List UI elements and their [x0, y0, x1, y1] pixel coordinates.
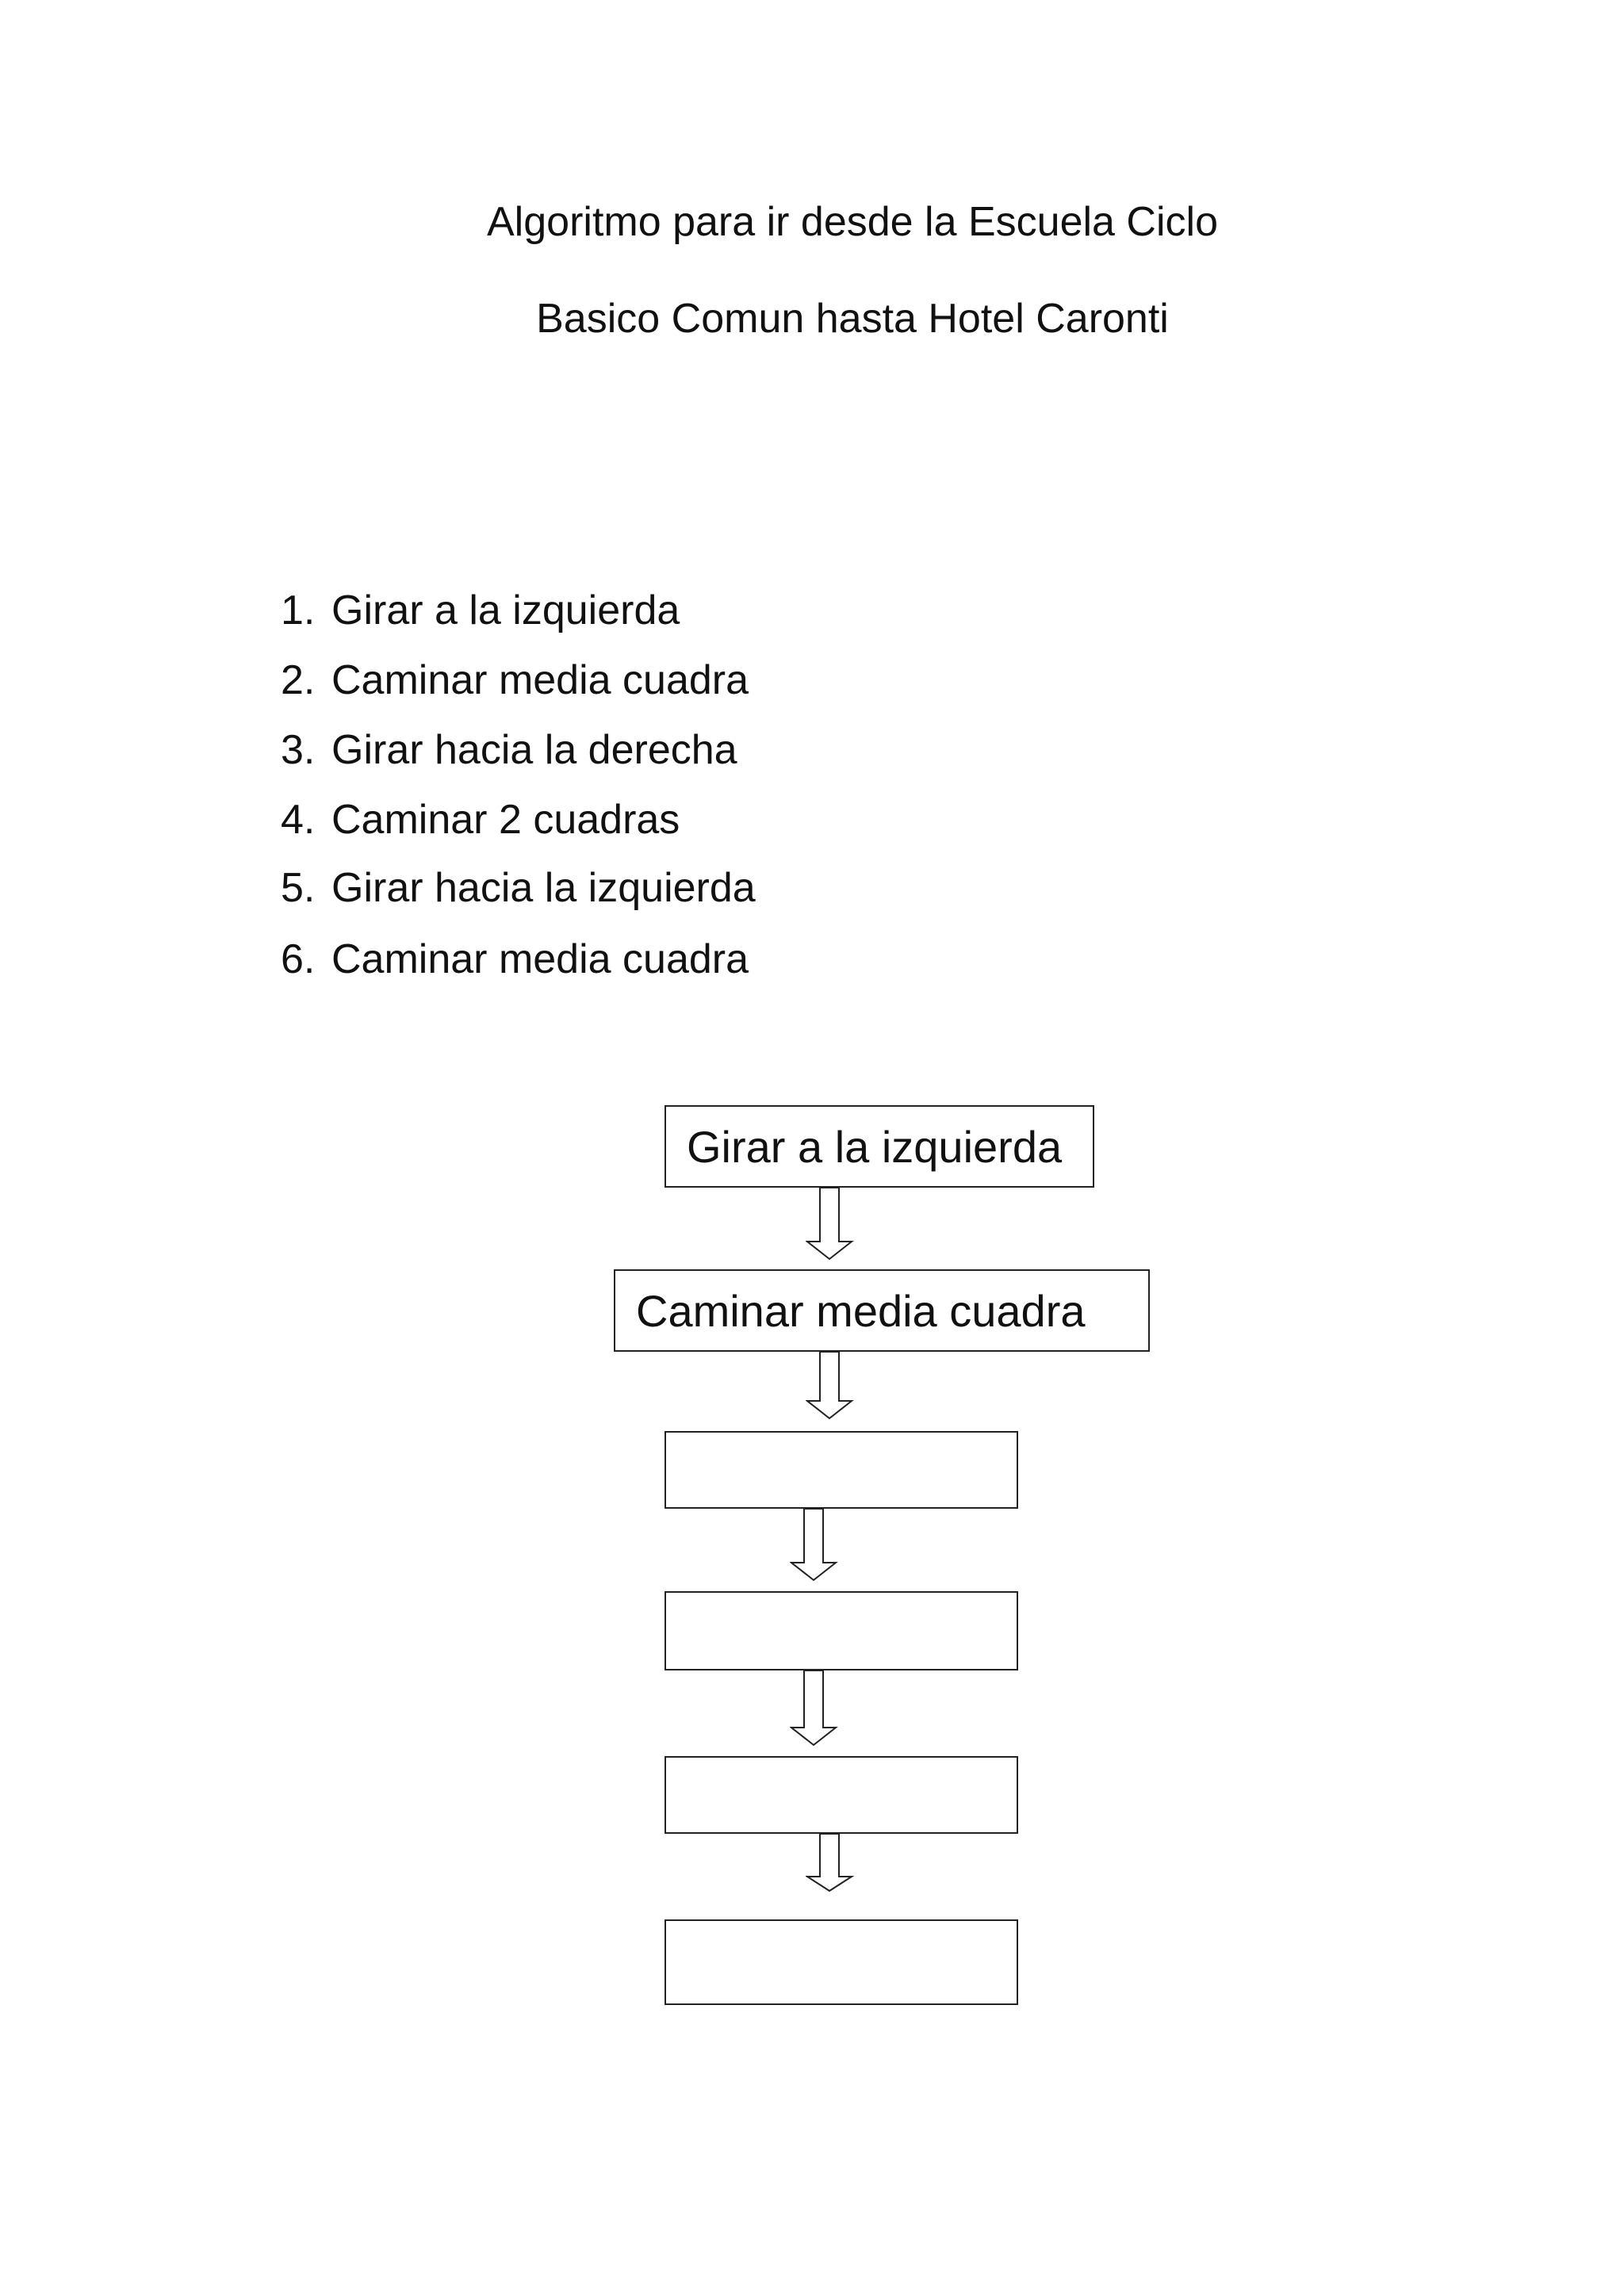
- flowchart-box-5: [665, 1756, 1018, 1834]
- step-number: 6.: [281, 936, 316, 982]
- list-item: [281, 936, 749, 983]
- step-text: Girar hacia la izquierda: [331, 865, 756, 911]
- step-number: 4.: [281, 797, 316, 843]
- list-item: [281, 726, 737, 774]
- step-text: Girar a la izquierda: [331, 587, 680, 633]
- flowchart-box-1: [665, 1105, 1094, 1188]
- list-item: [281, 587, 680, 634]
- flowchart-arrow-5: [806, 1834, 869, 1892]
- list-item: [281, 864, 756, 912]
- step-text: Caminar media cuadra: [331, 657, 749, 703]
- step-number: 2.: [281, 657, 316, 703]
- flowchart-arrow-3: [790, 1509, 853, 1582]
- step-number: 1.: [281, 587, 316, 633]
- flowchart-arrow-1: [806, 1188, 869, 1261]
- step-number: 5.: [281, 865, 316, 911]
- page-title-line-1: Algoritmo para ir desde la Escuela Ciclo: [487, 199, 1218, 245]
- step-text: Caminar 2 cuadras: [331, 797, 680, 843]
- flowchart-box-4: [665, 1591, 1018, 1670]
- list-item: [281, 656, 749, 704]
- step-text: Girar hacia la derecha: [331, 727, 737, 773]
- step-text: Caminar media cuadra: [331, 936, 749, 982]
- list-item: [281, 796, 680, 844]
- flowchart-arrow-4: [790, 1670, 853, 1747]
- flowchart-box-label: Girar a la izquierda: [687, 1121, 1063, 1172]
- page-title-line-2: Basico Comun hasta Hotel Caronti: [536, 296, 1169, 342]
- flowchart-box-2: [614, 1269, 1150, 1352]
- flowchart-box-label: Caminar media cuadra: [636, 1285, 1086, 1336]
- step-number: 3.: [281, 727, 316, 773]
- flowchart-arrow-2: [806, 1352, 869, 1420]
- flowchart-box-6: [665, 1919, 1018, 2005]
- flowchart-box-3: [665, 1431, 1018, 1509]
